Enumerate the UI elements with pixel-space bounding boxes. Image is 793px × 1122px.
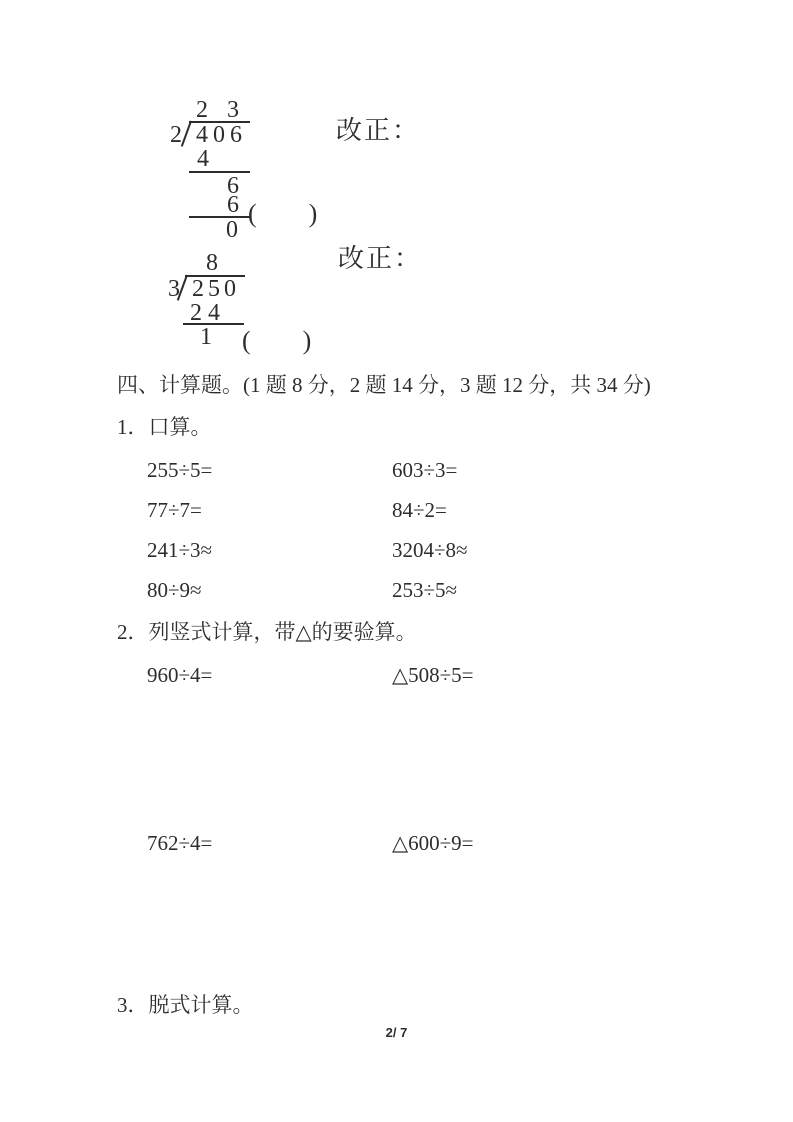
judgement-blank: ( ) <box>248 199 318 228</box>
oral-calc-item: 255÷5= <box>147 458 213 482</box>
oral-calc-item: 77÷7= <box>147 498 202 522</box>
oral-calc-item: 80÷9≈ <box>147 578 202 602</box>
question-2-label: 2．列竖式计算，带△的要验算。 <box>117 620 417 644</box>
correction-label: 改正： <box>338 244 423 273</box>
quotient-digit: 3 <box>227 97 239 123</box>
divisor: 3 <box>168 276 180 302</box>
vertical-calc-item: 960÷4= <box>147 663 213 687</box>
section-title: 四、计算题。(1 题 8 分，2 题 14 分，3 题 12 分，共 34 分) <box>117 373 651 397</box>
vertical-calc-item: 762÷4= <box>147 831 213 855</box>
division-work-row: 6 <box>227 173 239 199</box>
dividend: 250 <box>192 276 240 302</box>
vertical-calc-item: △600÷9= <box>392 831 474 855</box>
oral-calc-item: 3204÷8≈ <box>392 538 468 562</box>
oral-calc-item: 241÷3≈ <box>147 538 213 562</box>
dividend: 406 <box>196 122 247 148</box>
subtraction-line <box>189 216 250 218</box>
division-remainder: 1 <box>200 324 212 350</box>
subtraction-line <box>183 323 244 325</box>
vertical-calc-item: △508÷5= <box>392 663 474 687</box>
judgement-blank: ( ) <box>242 326 312 355</box>
oral-calc-item: 253÷5≈ <box>392 578 458 602</box>
division-work-row: 6 <box>227 192 239 218</box>
question-3-label: 3．脱式计算。 <box>117 993 254 1017</box>
subtraction-line <box>189 171 250 173</box>
division-work-row: 4 <box>197 146 209 172</box>
oral-calc-item: 84÷2= <box>392 498 447 522</box>
division-bracket-slash <box>181 121 192 147</box>
page-number: 2/ 7 <box>385 1025 408 1040</box>
divisor: 2 <box>170 122 182 148</box>
correction-label: 改正： <box>336 116 421 145</box>
quotient-digit: 2 <box>196 97 208 123</box>
question-1-label: 1．口算。 <box>117 415 212 439</box>
quotient-digit: 8 <box>206 250 218 276</box>
oral-calc-item: 603÷3= <box>392 458 458 482</box>
division-work-row: 24 <box>190 300 226 326</box>
division-remainder: 0 <box>226 217 238 243</box>
